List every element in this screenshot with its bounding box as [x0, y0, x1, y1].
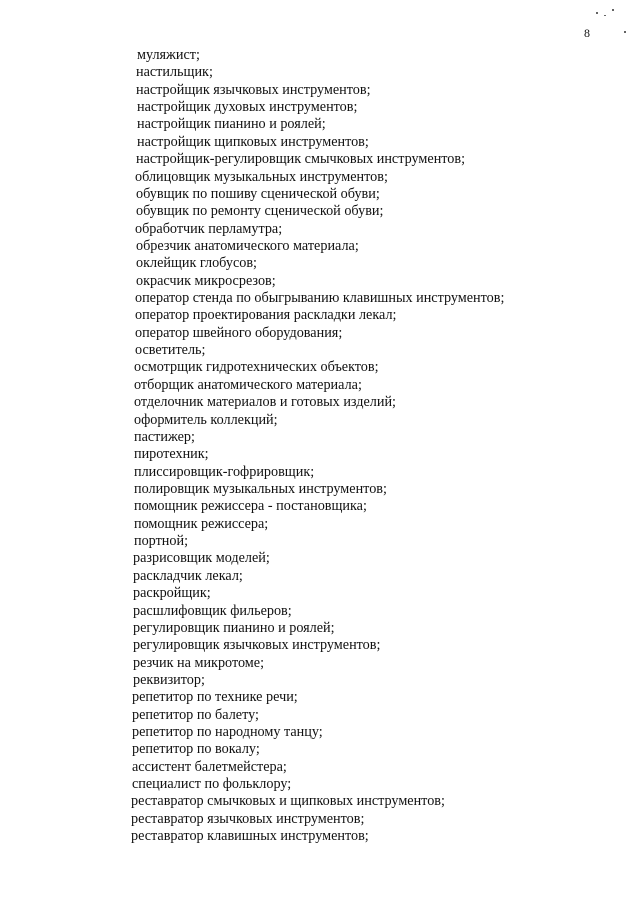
scan-speck	[612, 9, 614, 11]
list-item: окрасчик микросрезов;	[136, 272, 276, 289]
list-item: помощник режиссера;	[134, 515, 269, 532]
list-item: настройщик духовых инструментов;	[137, 99, 358, 116]
list-item: раскладчик лекал;	[133, 567, 243, 584]
list-item: оператор швейного оборудования;	[135, 324, 343, 341]
list-item: портной;	[134, 533, 189, 550]
list-item: пиротехник;	[134, 446, 209, 463]
scan-speck	[624, 31, 626, 33]
list-item: оклейщик глобусов;	[136, 255, 257, 272]
list-item: обувщик по ремонту сценической обуви;	[136, 203, 384, 220]
list-item: обработчик перламутра;	[135, 220, 283, 237]
list-item: специалист по фольклору;	[132, 776, 292, 793]
list-item: полировщик музыкальных инструментов;	[134, 480, 387, 497]
scan-speck	[604, 15, 606, 16]
list-item: резчик на микротоме;	[133, 654, 265, 671]
list-item: раскройщик;	[133, 585, 211, 602]
occupation-list	[0, 47, 640, 846]
list-item: репетитор по балету;	[132, 706, 259, 723]
list-item: оператор проектирования раскладки лекал;	[135, 307, 397, 324]
list-item: муляжист;	[137, 47, 200, 63]
list-item: реставратор смычковых и щипковых инструментов;	[131, 793, 445, 810]
list-item: пастижер;	[134, 428, 195, 445]
list-item: ассистент балетмейстера;	[132, 758, 287, 775]
list-item: осмотрщик гидротехнических объектов;	[134, 359, 379, 376]
list-item: репетитор по вокалу;	[132, 741, 260, 758]
list-item: настройщик язычковых инструментов;	[136, 81, 371, 98]
list-item: реставратор язычковых инструментов;	[131, 810, 365, 827]
scan-speck	[596, 12, 598, 14]
list-item: осветитель;	[135, 342, 206, 359]
list-item: обрезчик анатомического материала;	[136, 237, 359, 254]
list-item: разрисовщик моделей;	[133, 550, 270, 567]
list-item: реквизитор;	[133, 671, 205, 688]
list-item: помощник режиссера - постановщика;	[134, 498, 367, 515]
list-item: реставратор клавишных инструментов;	[131, 828, 369, 845]
list-item: обувщик по пошиву сценической обуви;	[136, 185, 380, 202]
list-item: репетитор по технике речи;	[132, 689, 298, 706]
list-item: репетитор по народному танцу;	[132, 724, 323, 741]
list-item: оформитель коллекций;	[134, 411, 278, 428]
list-item: регулировщик язычковых инструментов;	[133, 637, 381, 654]
list-item: плиссировщик-гофрировщик;	[134, 463, 315, 480]
list-item: регулировщик пианино и роялей;	[133, 619, 335, 636]
list-item: настройщик пианино и роялей;	[137, 116, 326, 133]
list-item: расшлифовщик фильеров;	[133, 602, 292, 619]
list-item: отделочник материалов и готовых изделий;	[134, 394, 396, 411]
page-number: 8	[584, 26, 590, 40]
list-item: облицовщик музыкальных инструментов;	[135, 168, 388, 185]
list-item: отборщик анатомического материала;	[134, 376, 362, 393]
list-item: настильщик;	[136, 64, 213, 81]
list-item: оператор стенда по обыгрыванию клавишных инструментов;	[135, 290, 505, 307]
list-item: настройщик щипковых инструментов;	[137, 133, 369, 150]
list-item: настройщик-регулировщик смычковых инструментов;	[136, 151, 466, 168]
